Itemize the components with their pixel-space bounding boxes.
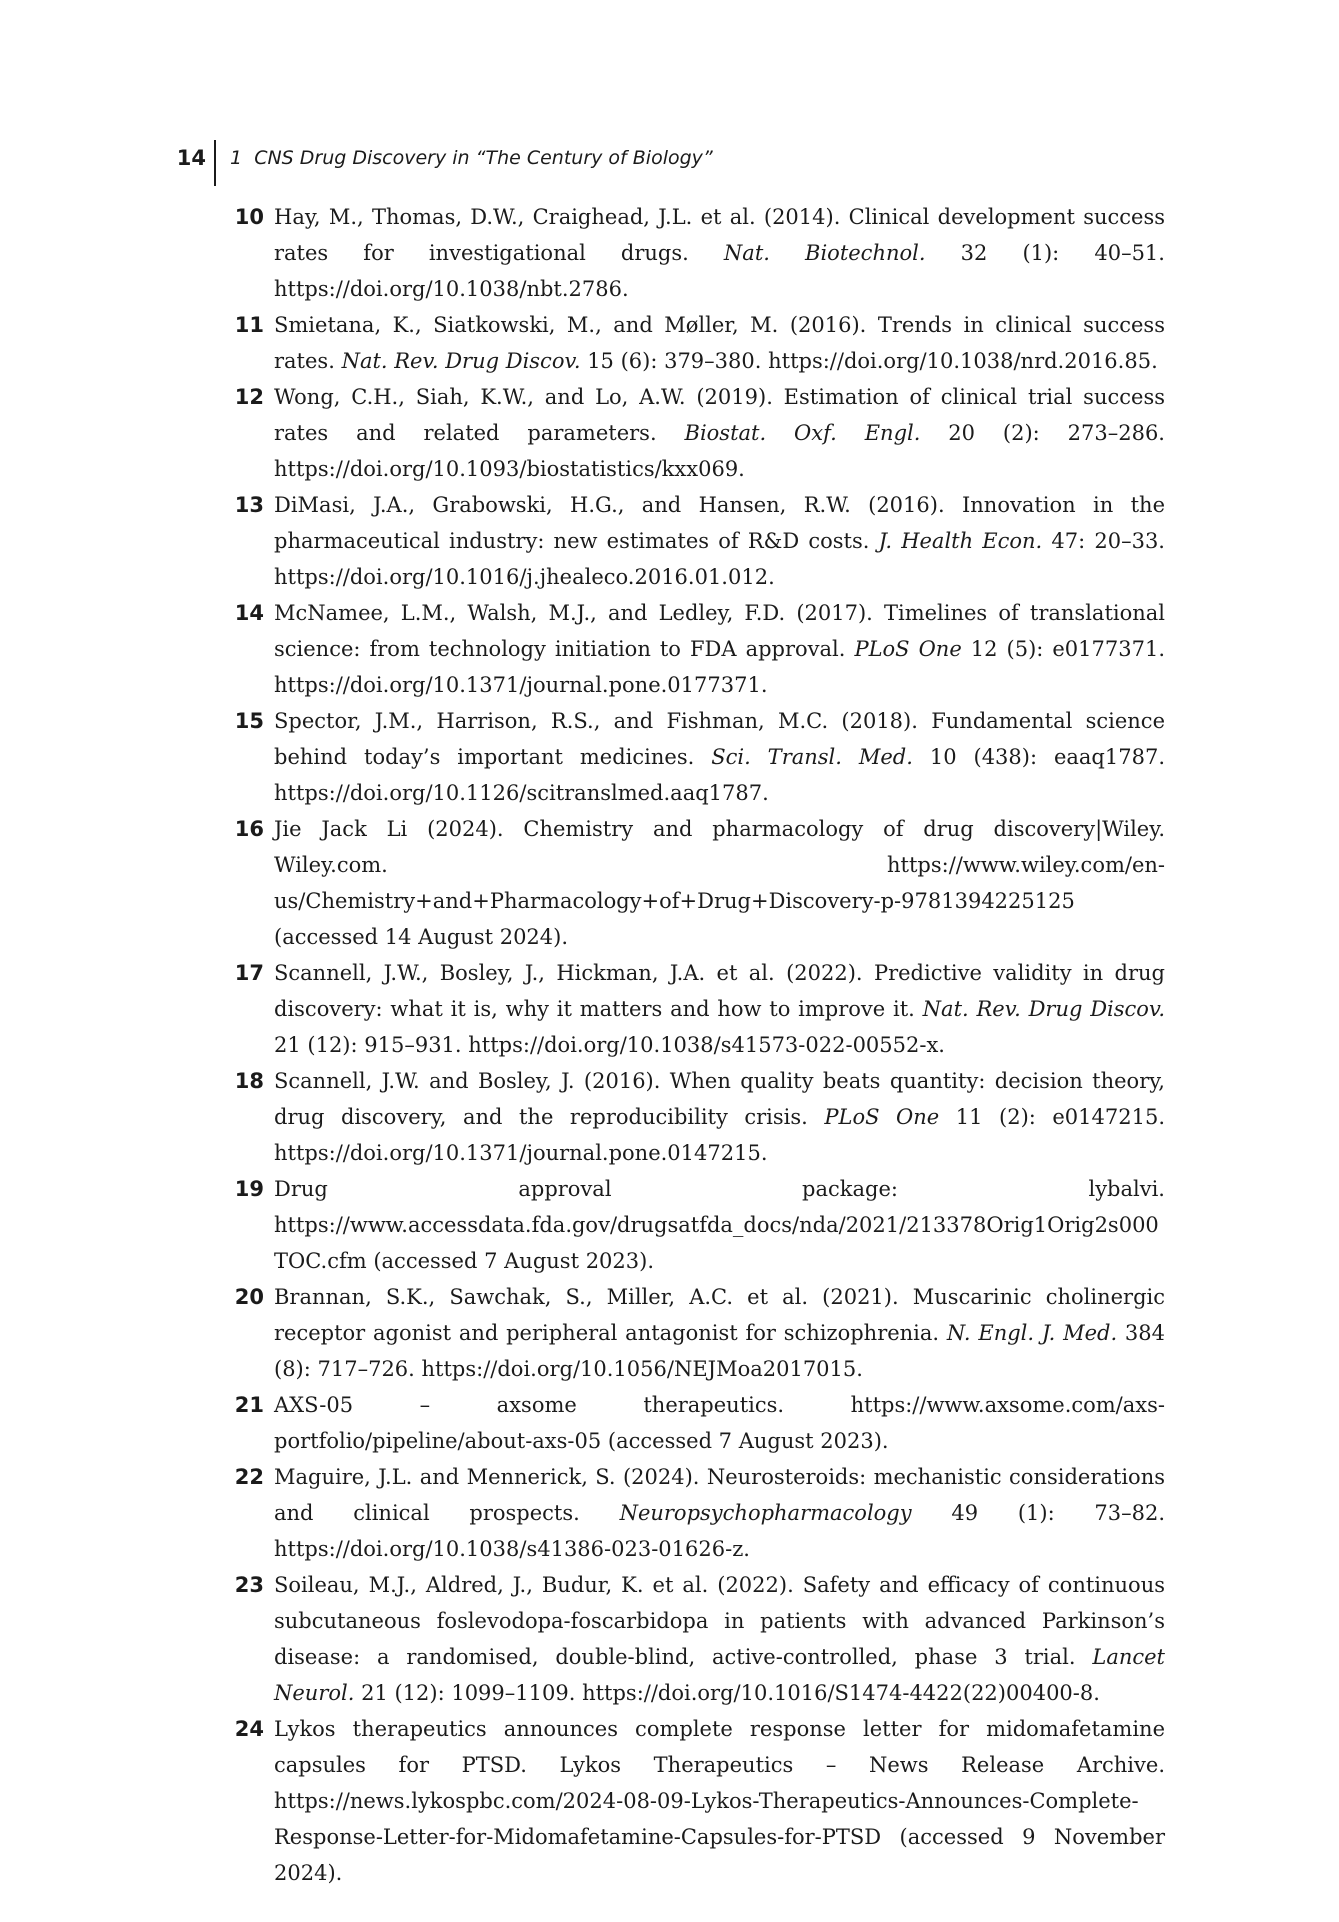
journal-title: Nat. Rev. Drug Discov. <box>922 997 1165 1021</box>
journal-title: Biostat. Oxf. Engl. <box>684 421 921 445</box>
reference-item <box>230 487 1165 595</box>
reference-number: 13 <box>234 493 264 517</box>
journal-title: Lancet Neurol. <box>274 1645 1165 1705</box>
journal-title: Nat. Rev. Drug Discov. <box>341 349 581 373</box>
journal-title: PLoS One <box>824 1105 940 1129</box>
reference-details: 49 (1): 73–82. https://doi.org/10.1038/s41386-023-01626-z. <box>274 1501 1165 1561</box>
reference-text: Maguire, J.L. and Mennerick, S. (2024). Neurosteroids: mechanistic considerations and clinical prospects. <box>274 1465 1165 1525</box>
reference-number: 19 <box>234 1177 264 1201</box>
reference-text: Drug approval package: lybalvi. https://www.accessdata.fda.gov/drugsatfda_docs/nda/2021/213378Orig1Orig2s000TOC.cfm (accessed 7 August 2023). <box>274 1177 1165 1273</box>
reference-number: 17 <box>234 961 264 985</box>
chapter-title: CNS Drug Discovery in “The Century of Biology” <box>254 147 713 169</box>
reference-details: 384 (8): 717–726. https://doi.org/10.1056/NEJMoa2017015. <box>274 1321 1166 1381</box>
reference-text: McNamee, L.M., Walsh, M.J., and Ledley, F.D. (2017). Timelines of translational science: from technology initiation to FDA approval. <box>274 601 1165 661</box>
reference-text: Spector, J.M., Harrison, R.S., and Fishman, M.C. (2018). Fundamental science behind today’s important medicines. <box>274 709 1165 769</box>
reference-details: 32 (1): 40–51. https://doi.org/10.1038/nbt.2786. <box>274 241 1165 301</box>
header-divider <box>214 140 216 186</box>
reference-item <box>230 955 1165 1063</box>
reference-item <box>230 1171 1165 1279</box>
reference-list <box>230 199 1165 1891</box>
journal-title: Nat. Biotechnol. <box>723 241 926 265</box>
reference-details: 21 (12): 1099–1109. https://doi.org/10.1016/S1474-4422(22)00400-8. <box>354 1681 1100 1705</box>
reference-item <box>230 199 1165 307</box>
reference-number: 21 <box>234 1393 264 1417</box>
reference-number: 24 <box>234 1717 264 1741</box>
reference-text: Brannan, S.K., Sawchak, S., Miller, A.C. et al. (2021). Muscarinic cholinergic receptor agonist and peripheral antagonist for schizophrenia. <box>274 1285 1165 1345</box>
reference-text: Scannell, J.W., Bosley, J., Hickman, J.A. et al. (2022). Predictive validity in drug discovery: what it is, why it matters and how to improve it. <box>274 961 1165 1021</box>
reference-number: 11 <box>234 313 264 337</box>
reference-item <box>230 595 1165 703</box>
reference-text: Soileau, M.J., Aldred, J., Budur, K. et al. (2022). Safety and efficacy of continuous subcutaneous foslevodopa-foscarbidopa in patients with advanced Parkinson’s disease: a randomised, double-blind, active-controlled, phase 3 trial. <box>274 1573 1165 1669</box>
reference-item <box>230 1567 1165 1711</box>
reference-number: 22 <box>234 1465 264 1489</box>
reference-item <box>230 811 1165 955</box>
reference-item <box>230 1063 1165 1171</box>
reference-text: Wong, C.H., Siah, K.W., and Lo, A.W. (2019). Estimation of clinical trial success rates and related parameters. <box>274 385 1165 445</box>
reference-details: 12 (5): e0177371. https://doi.org/10.1371/journal.pone.0177371. <box>274 637 1165 697</box>
reference-number: 23 <box>234 1573 264 1597</box>
reference-details: 15 (6): 379–380. https://doi.org/10.1038/nrd.2016.85. <box>580 349 1158 373</box>
reference-text: Smietana, K., Siatkowski, M., and Møller, M. (2016). Trends in clinical success rates. <box>274 313 1165 373</box>
reference-details: 20 (2): 273–286. https://doi.org/10.1093/biostatistics/kxx069. <box>274 421 1165 481</box>
page-number: 14 <box>176 146 206 170</box>
reference-details: 21 (12): 915–931. https://doi.org/10.1038/s41573-022-00552-x. <box>274 1033 945 1057</box>
reference-item <box>230 379 1165 487</box>
chapter-number: 1 <box>230 147 243 169</box>
reference-text: Lykos therapeutics announces complete response letter for midomafetamine capsules for PTSD. Lykos Therapeutics – News Release Archive. https://news.lykospbc.com/2024-08-09-Lykos-Therapeutics-Announces-Complete-Response-Letter-for-Midomafetamine-Capsules-for-PTSD (accessed 9 November 2024). <box>274 1717 1165 1885</box>
reference-item <box>230 1459 1165 1567</box>
reference-number: 18 <box>234 1069 264 1093</box>
reference-details: 10 (438): eaaq1787. https://doi.org/10.1126/scitranslmed.aaq1787. <box>274 745 1165 805</box>
reference-text: Scannell, J.W. and Bosley, J. (2016). When quality beats quantity: decision theory, drug discovery, and the reproducibility crisis. <box>274 1069 1165 1129</box>
reference-item <box>230 703 1165 811</box>
journal-title: J. Health Econ. <box>878 529 1043 553</box>
reference-item <box>230 1387 1165 1459</box>
reference-text: DiMasi, J.A., Grabowski, H.G., and Hansen, R.W. (2016). Innovation in the pharmaceutical industry: new estimates of R&D costs. <box>274 493 1165 553</box>
reference-item <box>230 1711 1165 1891</box>
journal-title: Sci. Transl. Med. <box>711 745 913 769</box>
reference-details: 47: 20–33. https://doi.org/10.1016/j.jhealeco.2016.01.012. <box>274 529 1165 589</box>
chapter-heading <box>230 144 713 172</box>
reference-number: 10 <box>234 205 264 229</box>
reference-details: 11 (2): e0147215. https://doi.org/10.1371/journal.pone.0147215. <box>274 1105 1166 1165</box>
reference-item <box>230 1279 1165 1387</box>
reference-number: 14 <box>234 601 264 625</box>
reference-text: AXS-05 – axsome therapeutics. https://www.axsome.com/axs-portfolio/pipeline/about-axs-05 (accessed 7 August 2023). <box>274 1393 1165 1453</box>
reference-text: Jie Jack Li (2024). Chemistry and pharmacology of drug discovery|Wiley. Wiley.com. https://www.wiley.com/en-us/Chemistry+and+Pharmacology+of+Drug+Discovery-p-9781394225125 (accessed 14 August 2024). <box>274 817 1165 949</box>
reference-text: Hay, M., Thomas, D.W., Craighead, J.L. et al. (2014). Clinical development success rates for investigational drugs. <box>274 205 1165 265</box>
journal-title: PLoS One <box>854 637 962 661</box>
journal-title: Neuropsychopharmacology <box>619 1501 912 1525</box>
reference-item <box>230 307 1165 379</box>
reference-number: 15 <box>234 709 264 733</box>
reference-number: 20 <box>234 1285 264 1309</box>
journal-title: N. Engl. J. Med. <box>946 1321 1118 1345</box>
reference-number: 12 <box>234 385 264 409</box>
reference-number: 16 <box>234 817 264 841</box>
